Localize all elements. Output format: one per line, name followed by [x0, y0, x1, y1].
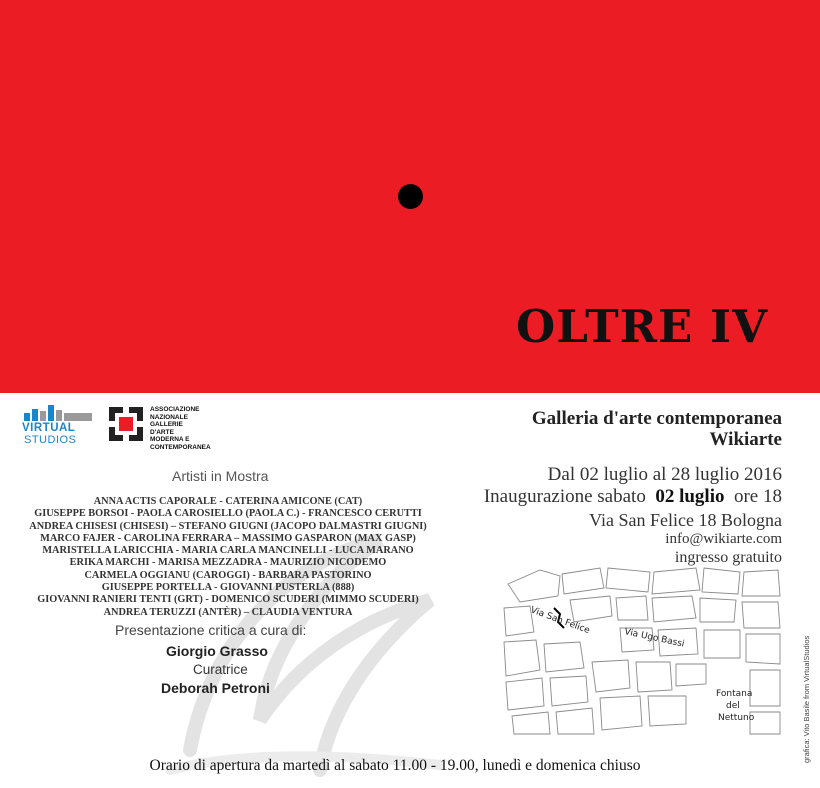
- map-street-ugo-bassi: Via Ugo Bassi: [623, 627, 686, 650]
- artist-line: ANNA ACTIS CAPORALE - CATERINA AMICONE (CAT): [93, 496, 363, 507]
- map-landmark-line3: Nettuno: [718, 713, 755, 723]
- map-street-san-felice: Via San Felice: [528, 605, 591, 637]
- entry-info: ingresso gratuito: [674, 549, 782, 566]
- curator-role: Curatrice: [193, 662, 248, 677]
- association-text: ASSOCIAZIONE NAZIONALE GALLERIE D'ARTE MODERNA E CONTEMPORANEA: [150, 406, 211, 451]
- address: Via San Felice 18 Bologna: [589, 510, 782, 530]
- artists-heading: Artisti in Mostra: [172, 468, 269, 484]
- inauguration: Inaugurazione sabato 02 luglio ore 18: [483, 486, 782, 507]
- curation-heading: Presentazione critica a cura di:: [115, 622, 307, 638]
- gallery-brand: Wikiarte: [709, 429, 782, 450]
- association-logo: [107, 405, 217, 449]
- artist-line: ANDREA TERUZZI (ANTÈR) – CLAUDIA VENTURA: [103, 606, 353, 618]
- email-link[interactable]: info@wikiarte.com: [665, 531, 782, 547]
- opening-hours: Orario di apertura da martedì al sabato 11.00 - 19.00, lunedì e domenica chiuso: [149, 757, 641, 774]
- exhibition-dates: Dal 02 luglio al 28 luglio 2016: [547, 464, 782, 485]
- map-landmark-line2: del: [726, 701, 740, 711]
- artist-line: ANDREA CHISESI (CHISESI) – STEFANO GIUGNI (JACOPO DALMASTRI GIUGNI): [29, 520, 427, 532]
- graphic-credit: grafica: Vito Basile from VirtualStudios: [802, 635, 811, 763]
- artist-line: GIUSEPPE BORSOI - PAOLA CAROSIELLO (PAOLA C.) - FRANCESCO CERUTTI: [34, 508, 422, 520]
- map-landmark-line1: Fontana: [716, 689, 753, 699]
- location-map: [500, 566, 782, 736]
- gallery-name: Galleria d'arte contemporanea: [531, 408, 782, 429]
- artists-list: [22, 496, 434, 619]
- studios-word: STUDIOS: [24, 434, 77, 446]
- virtual-studios-logo: [22, 405, 94, 447]
- black-dot: [398, 184, 423, 209]
- exhibition-title: OLTRE IV: [516, 300, 768, 353]
- artist-line: CARMELA OGGIANU (CAROGGI) - BARBARA PASTORINO: [84, 569, 372, 581]
- curator-name: Deborah Petroni: [161, 680, 270, 696]
- virtual-word: VIRTUAL: [22, 422, 76, 434]
- artist-line: GIOVANNI RANIERI TENTI (GRT) - DOMENICO SCUDERI (MIMMO SCUDERI): [37, 594, 419, 606]
- artist-line: MARCO FAJER - CAROLINA FERRARA – MASSIMO GASPARON (MAX GASP): [40, 532, 416, 544]
- artist-line: MARISTELLA LARICCHIA - MARIA CARLA MANCINELLI - LUCA MARANO: [42, 545, 414, 557]
- critic-name: Giorgio Grasso: [166, 643, 268, 659]
- artist-line: GIUSEPPE PORTELLA - GIOVANNI PUSTERLA (888): [101, 582, 355, 594]
- artist-line: ERIKA MARCHI - MARISA MEZZADRA - MAURIZIO NICODEMO: [69, 557, 387, 569]
